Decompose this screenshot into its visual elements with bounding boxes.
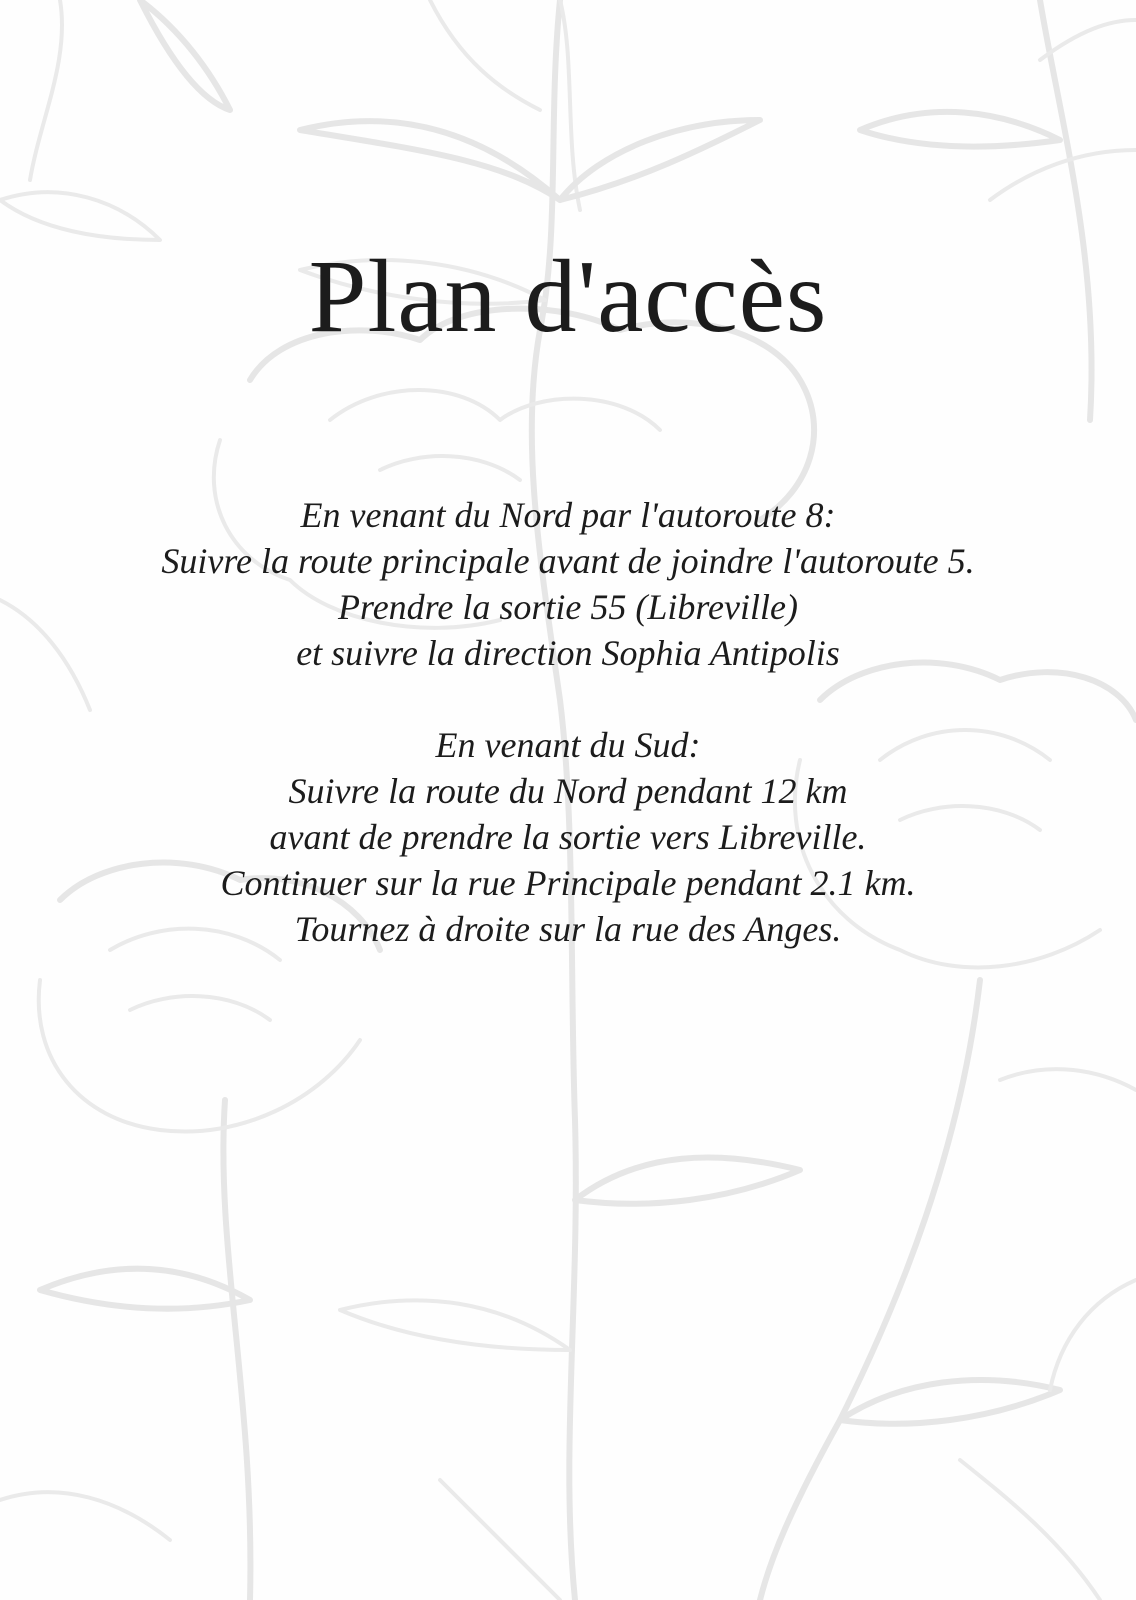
directions-text xyxy=(100,492,1036,952)
south-line: Tournez à droite sur la rue des Anges. xyxy=(294,909,842,949)
directions-north xyxy=(100,492,1036,676)
south-line: Suivre la route du Nord pendant 12 km xyxy=(288,771,848,811)
south-line: avant de prendre la sortie vers Libreville. xyxy=(269,817,867,857)
north-line: Suivre la route principale avant de joindre l'autoroute 5. xyxy=(161,541,975,581)
north-heading: En venant du Nord par l'autoroute 8: xyxy=(300,495,836,535)
south-heading: En venant du Sud: xyxy=(435,725,701,765)
page-title: Plan d'accès xyxy=(308,239,828,354)
south-line: Continuer sur la rue Principale pendant 2.1 km. xyxy=(220,863,916,903)
north-line: et suivre la direction Sophia Antipolis xyxy=(296,633,840,673)
north-line: Prendre la sortie 55 (Libreville) xyxy=(338,587,798,627)
directions-south xyxy=(100,722,1036,952)
